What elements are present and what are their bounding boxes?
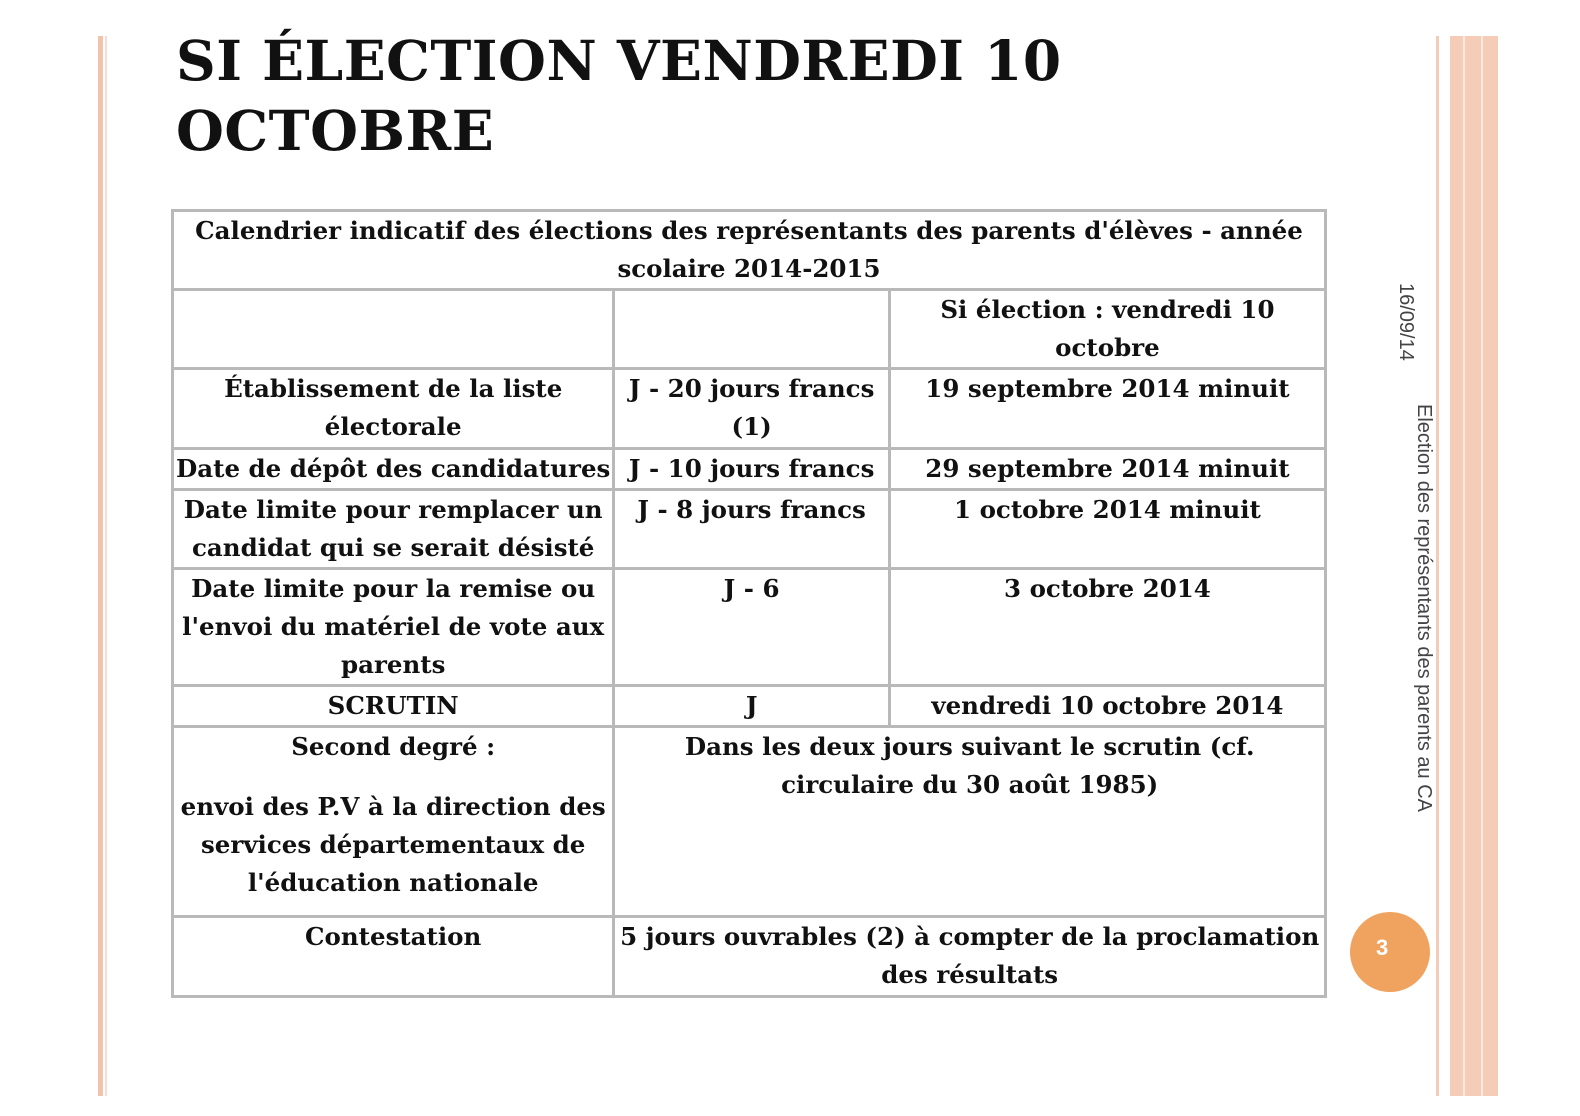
right-decor-band-line [1463,36,1465,1096]
delay-cell: J [614,686,890,727]
header-cell-empty [173,290,614,369]
table-row [173,369,1326,449]
date-cell: 29 septembre 2014 minuit [889,449,1325,490]
step-cell: Date de dépôt des candidatures [173,449,614,490]
table-row-contestation [173,917,1326,997]
left-decor-line [105,36,107,1096]
second-degre-description: envoi des P.V à la direction des services départementaux de l'éducation nationale [180,792,606,897]
table-row [173,686,1326,727]
contestation-label: Contestation [173,917,614,997]
table-heading: Calendrier indicatif des élections des représentants des parents d'élèves - année scolaire 2014-2015 [173,211,1326,290]
table-row [173,490,1326,569]
date-cell: 3 octobre 2014 [889,569,1325,686]
side-date: 16/09/14 [1395,283,1417,361]
header-cell-empty [614,290,890,369]
right-decor-band-line [1481,36,1483,1096]
header-cell-date: Si élection : vendredi 10 octobre [889,290,1325,369]
table-row [173,569,1326,686]
slide-title: SI ÉLECTION VENDREDI 10 OCTOBRE [176,28,1062,163]
table-heading-row [173,211,1326,290]
delay-cell: J - 10 jours francs [614,449,890,490]
left-decor-stripe [98,36,103,1096]
delay-cell: J - 8 jours francs [614,490,890,569]
delay-cell: J - 6 [614,569,890,686]
second-degre-label: Second degré : [291,732,496,761]
table-row-second-degre [173,727,1326,917]
spacer [176,766,610,788]
right-decor-band [1450,36,1498,1096]
step-cell: Date limite pour la remise ou l'envoi du matériel de vote aux parents [173,569,614,686]
table-row [173,449,1326,490]
side-footer-text: Election des représentants des parents au CA [1413,404,1435,813]
step-cell: Date limite pour remplacer un candidat qui se serait désisté [173,490,614,569]
date-cell: vendredi 10 octobre 2014 [889,686,1325,727]
step-cell: SCRUTIN [173,686,614,727]
page-number: 3 [1376,935,1389,960]
date-cell: 19 septembre 2014 minuit [889,369,1325,449]
step-cell: Établissement de la liste électorale [173,369,614,449]
date-cell: 1 octobre 2014 minuit [889,490,1325,569]
second-degre-value: Dans les deux jours suivant le scrutin (cf. circulaire du 30 août 1985) [614,727,1326,917]
page-number-badge [1350,912,1430,992]
second-degre-label-cell [173,727,614,917]
contestation-value: 5 jours ouvrables (2) à compter de la proclamation des résultats [614,917,1326,997]
delay-cell: J - 20 jours francs (1) [614,369,890,449]
election-calendar-table [171,209,1327,998]
table-header-row [173,290,1326,369]
